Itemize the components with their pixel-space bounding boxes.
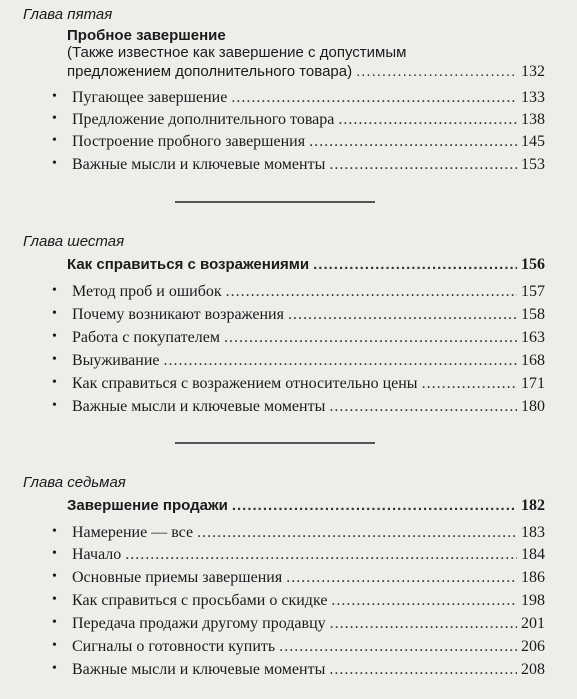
entry-title: Важные мысли и ключевые моменты: [72, 156, 326, 173]
leader-dots: [356, 63, 517, 80]
page-number: 145: [521, 133, 545, 150]
page-number: 180: [521, 398, 545, 415]
entry-title: Начало: [72, 546, 122, 563]
bullet-icon: •: [52, 283, 57, 298]
leader-dots: [422, 375, 517, 393]
page-number: 184: [521, 546, 545, 563]
page-number: 171: [521, 375, 545, 392]
entry-title: Передача продажи другому продавцу: [72, 615, 326, 632]
entry-title: Как справиться с возражением относительно цены: [72, 375, 418, 392]
page-number: 182: [521, 497, 545, 514]
entry-title: Основные приемы завершения: [72, 569, 283, 586]
section-divider: [175, 201, 375, 203]
entry-title: Важные мысли и ключевые моменты: [72, 661, 326, 678]
page-number: 201: [521, 615, 545, 632]
page-number: 163: [521, 329, 545, 346]
bullet-icon: •: [52, 592, 57, 607]
chapter-note: предложением дополнительного товара): [67, 63, 353, 80]
toc-entry[interactable]: [52, 546, 545, 564]
bullet-icon: •: [52, 661, 57, 676]
page-number: 158: [521, 306, 545, 323]
toc-entry[interactable]: [52, 352, 545, 370]
page-number: 206: [521, 638, 545, 655]
toc-entry[interactable]: [52, 569, 545, 587]
toc-entry[interactable]: [52, 375, 545, 393]
toc-entry[interactable]: [52, 329, 545, 347]
entry-title: Предложение дополнительного товара: [72, 111, 335, 128]
page-number: 156: [521, 256, 545, 273]
toc-entry[interactable]: [52, 89, 545, 107]
toc-entry[interactable]: [52, 133, 545, 151]
leader-dots: [197, 524, 517, 542]
toc-entry[interactable]: [52, 592, 545, 610]
toc-entry[interactable]: [52, 156, 545, 174]
toc-entry[interactable]: [52, 524, 545, 542]
bullet-icon: •: [52, 546, 57, 561]
leader-dots: [329, 156, 517, 174]
page-number: 157: [521, 283, 545, 300]
entry-title: Почему возникают возражения: [72, 306, 284, 323]
chapter-title: Завершение продажи: [67, 497, 228, 514]
leader-dots: [313, 256, 517, 273]
toc-entry[interactable]: [52, 638, 545, 656]
bullet-icon: •: [52, 329, 57, 344]
toc-entry[interactable]: [52, 661, 545, 679]
bullet-icon: •: [52, 524, 57, 539]
entry-title: Пугающее завершение: [72, 89, 228, 106]
leader-dots: [288, 306, 517, 324]
leader-dots: [286, 569, 517, 587]
chapter-note: (Также известное как завершение с допустимым: [67, 44, 407, 61]
bullet-icon: •: [52, 89, 57, 104]
entry-title: Важные мысли и ключевые моменты: [72, 398, 326, 415]
bullet-icon: •: [52, 375, 57, 390]
chapter-label: Глава пятая: [23, 6, 113, 23]
page-number: 153: [521, 156, 545, 173]
entry-title: Метод проб и ошибок: [72, 283, 222, 300]
chapter-label: Глава седьмая: [23, 474, 126, 491]
entry-title: Как справиться с просьбами о скидке: [72, 592, 328, 609]
leader-dots: [309, 133, 517, 151]
bullet-icon: •: [52, 111, 57, 126]
toc-entry[interactable]: [52, 111, 545, 129]
bullet-icon: •: [52, 638, 57, 653]
leader-dots: [279, 638, 517, 656]
bullet-icon: •: [52, 569, 57, 584]
leader-dots: [331, 592, 517, 610]
leader-dots: [231, 89, 517, 107]
page-number: 133: [521, 89, 545, 106]
toc-entry[interactable]: [52, 398, 545, 416]
page-number: 198: [521, 592, 545, 609]
toc-entry[interactable]: [52, 306, 545, 324]
page-number: 183: [521, 524, 545, 541]
bullet-icon: •: [52, 156, 57, 171]
chapter-label: Глава шестая: [23, 233, 125, 250]
leader-dots: [125, 546, 517, 564]
entry-title: Сигналы о готовности купить: [72, 638, 276, 655]
entry-title: Выуживание: [72, 352, 160, 369]
page-number: 138: [521, 111, 545, 128]
page-number: 168: [521, 352, 545, 369]
bullet-icon: •: [52, 615, 57, 630]
leader-dots: [329, 398, 517, 416]
toc-entry[interactable]: [52, 283, 545, 301]
leader-dots: [338, 111, 517, 129]
entry-title: Построение пробного завершения: [72, 133, 306, 150]
bullet-icon: •: [52, 398, 57, 413]
leader-dots: [226, 283, 517, 301]
toc-entry-main[interactable]: [67, 256, 545, 274]
page-number: 132: [521, 63, 545, 80]
toc-entry-main[interactable]: [67, 497, 545, 515]
page-number: 208: [521, 661, 545, 678]
bullet-icon: •: [52, 133, 57, 148]
bullet-icon: •: [52, 352, 57, 367]
bullet-icon: •: [52, 306, 57, 321]
toc-entry-main[interactable]: [67, 63, 545, 81]
leader-dots: [224, 329, 517, 347]
chapter-title: Пробное завершение: [67, 27, 226, 44]
leader-dots: [164, 352, 518, 370]
leader-dots: [232, 497, 517, 514]
leader-dots: [330, 615, 517, 633]
leader-dots: [329, 661, 517, 679]
section-divider: [175, 442, 375, 444]
page-number: 186: [521, 569, 545, 586]
toc-entry[interactable]: [52, 615, 545, 633]
chapter-title: Как справиться с возражениями: [67, 256, 310, 273]
entry-title: Работа с покупателем: [72, 329, 220, 346]
entry-title: Намерение — все: [72, 524, 194, 541]
